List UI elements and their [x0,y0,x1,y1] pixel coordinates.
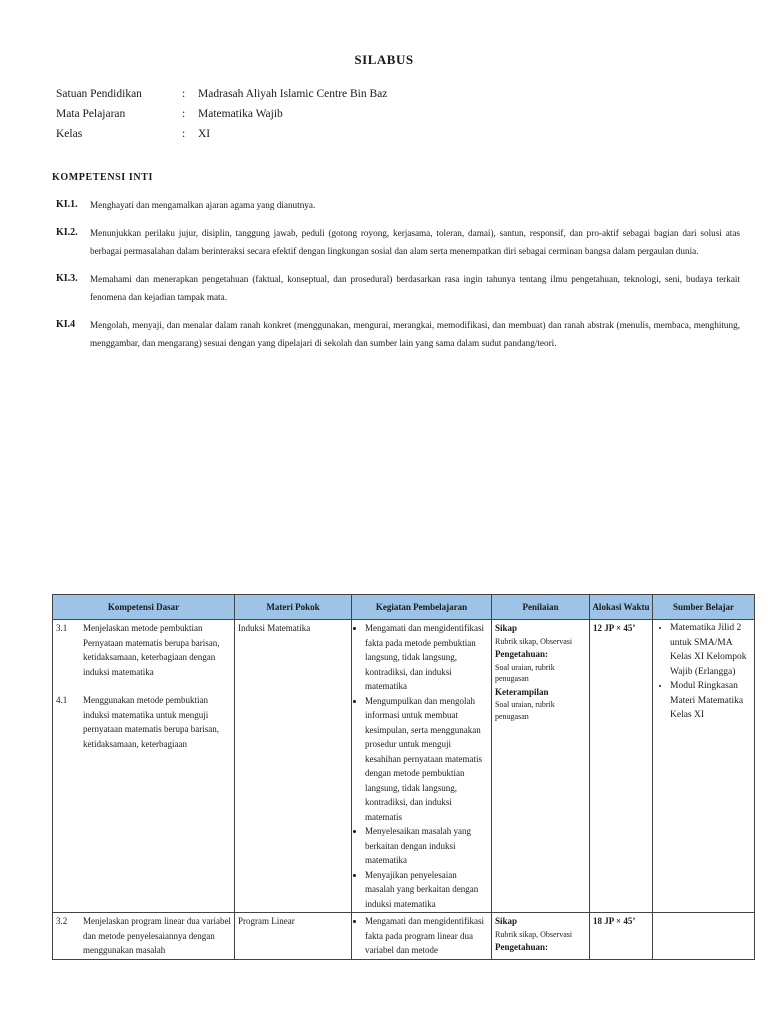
ki-item [56,316,740,353]
header-kompetensi-dasar: Kompetensi Dasar [53,595,235,620]
ki-text: Memahami dan menerapkan pengetahuan (faktual, konseptual, dan prosedural) berdasarkan rasa ingin tahunya tentang ilmu pengetahuan, teknologi, seni, budaya terkait fenomena dan kejadian tampak mata. [90,273,740,302]
info-value: Matematika Wajib [198,108,283,120]
info-value: XI [198,128,211,140]
kd-cell [53,913,235,960]
header-alokasi-waktu: Alokasi Waktu [590,595,653,620]
table-row [53,913,755,960]
penilaian-head: Keterampilan [495,686,549,697]
penilaian-text: Rubrik sikap, Observasi [495,636,573,646]
kd-item [56,914,231,958]
ki-text: Menunjukkan perilaku jujur, disiplin, tanggung jawab, peduli (gotong royong, kerjasama, toleran, damai), santun, responsif, dan pro-aktif sebagai bagian dari solusi atas berbagai permasalahan dalam berinteraksi secara efektif dengan lingkungan sosial dan alam serta menempatkan diri sebagai cerminan bangsa dalam pergaulan dunia. [90,227,740,256]
ki-text: Menghayati dan mengamalkan ajaran agama yang dianutnya. [90,200,316,210]
silabus-table [52,594,755,960]
info-row-mapel [56,104,387,124]
ki-heading: KOMPETENSI INTI [52,172,153,183]
sumber-item: • Modul Ringkasan Materi Matematika Kelas XI [670,679,751,723]
table-row [53,620,755,913]
kegiatan-item: • Mengumpulkan dan mengolah informasi untuk membuat kesimpulan, serta menggunakan prosedur untuk menguji kesahihan pernyataan matematis dengan metode pembuktian langsung, tidak langsung, kontradiksi, dan induksi matematis [365,694,488,825]
penilaian-text: Soal uraian, rubrik penugasan [495,662,555,683]
kegiatan-item: • Menyelesaikan masalah yang berkaitan dengan induksi matematika [365,824,488,868]
ki-code: KI.3. [56,272,78,284]
ki-item [56,270,740,307]
info-label: Mata Pelajaran [56,108,126,120]
header-materi-pokok: Materi Pokok [235,595,352,620]
table-header-row [53,595,755,620]
sumber-item: • Matematika Jilid 2 untuk SMA/MA Kelas XI Kelompok Wajib (Erlangga) [670,621,751,679]
kd-text: Menjelaskan program linear dua variabel dan metode penyelesaiannya dengan menggunakan masalah [83,916,231,955]
ki-item [56,196,740,215]
penilaian-head: Pengetahuan: [495,649,549,659]
page-title: SILABUS [354,52,414,67]
kegiatan-item: • Mengamati dan mengidentifikasi fakta pada metode pembuktian langsung, tidak langsung, kontradiksi, dan induksi matematika [365,621,488,694]
info-row-satuan [56,84,387,104]
sumber-cell [653,913,755,960]
info-value: Madrasah Aliyah Islamic Centre Bin Baz [198,88,388,100]
penilaian-head: Sikap [495,916,518,926]
info-label: Satuan Pendidikan [56,88,142,100]
kegiatan-item: • Mengamati dan mengidentifikasi fakta pada program linear dua variabel dan metode [365,914,488,958]
penilaian-text: Soal uraian, rubrik penugasan [495,700,555,721]
penilaian-text: Rubrik sikap, Observasi [495,929,573,939]
kd-number: 3.1 [56,623,68,633]
info-row-kelas [56,124,387,144]
info-colon: : [182,128,186,140]
header-penilaian: Penilaian [492,595,590,620]
materi-cell: Program Linear [235,913,352,960]
kd-cell [53,620,235,913]
ki-list [56,196,740,362]
document-info [56,84,387,144]
kegiatan-cell [352,620,492,913]
info-colon: : [182,108,186,120]
kegiatan-cell [352,913,492,960]
penilaian-cell [492,913,590,960]
ki-code: KI.2. [56,226,78,238]
alokasi-cell: 12 JP × 45’ [590,620,653,913]
kd-item [56,693,231,751]
penilaian-head: Sikap [495,623,518,633]
materi-cell: Induksi Matematika [235,620,352,913]
ki-item [56,224,740,261]
kd-number: 4.1 [56,695,68,705]
kd-text: Menjelaskan metode pembuktian Pernyataan matematis berupa barisan, ketidaksamaan, keterbagiaan dengan induksi matematika [83,623,220,677]
header-sumber-belajar: Sumber Belajar [653,595,755,620]
penilaian-cell [492,620,590,913]
alokasi-cell: 18 JP × 45’ [590,913,653,960]
info-label: Kelas [56,128,83,140]
kd-number: 3.2 [56,916,68,926]
info-colon: : [182,88,186,100]
ki-code: KI.1. [56,199,78,210]
ki-text: Mengolah, menyaji, dan menalar dalam ranah konkret (menggunakan, mengurai, merangkai, memodifikasi, dan membuat) dan ranah abstrak (menulis, membaca, menghitung, menggambar, dan mengarang) sesuai dengan yang dipelajari di sekolah dan sumber lain yang sama dalam sudut pandang/teori. [90,319,740,348]
kd-text: Menggunakan metode pembuktian induksi matematika untuk menguji pernyataan matematis berupa barisan, ketidaksamaan, keterbagiaan [83,695,219,749]
penilaian-head: Pengetahuan: [495,942,549,952]
header-kegiatan: Kegiatan Pembelajaran [352,595,492,620]
kd-item [56,621,231,679]
sumber-cell [653,620,755,913]
ki-code: KI.4 [56,318,76,330]
kegiatan-item: • Menyajikan penyelesaian masalah yang berkaitan dengan induksi matematika [365,868,488,912]
